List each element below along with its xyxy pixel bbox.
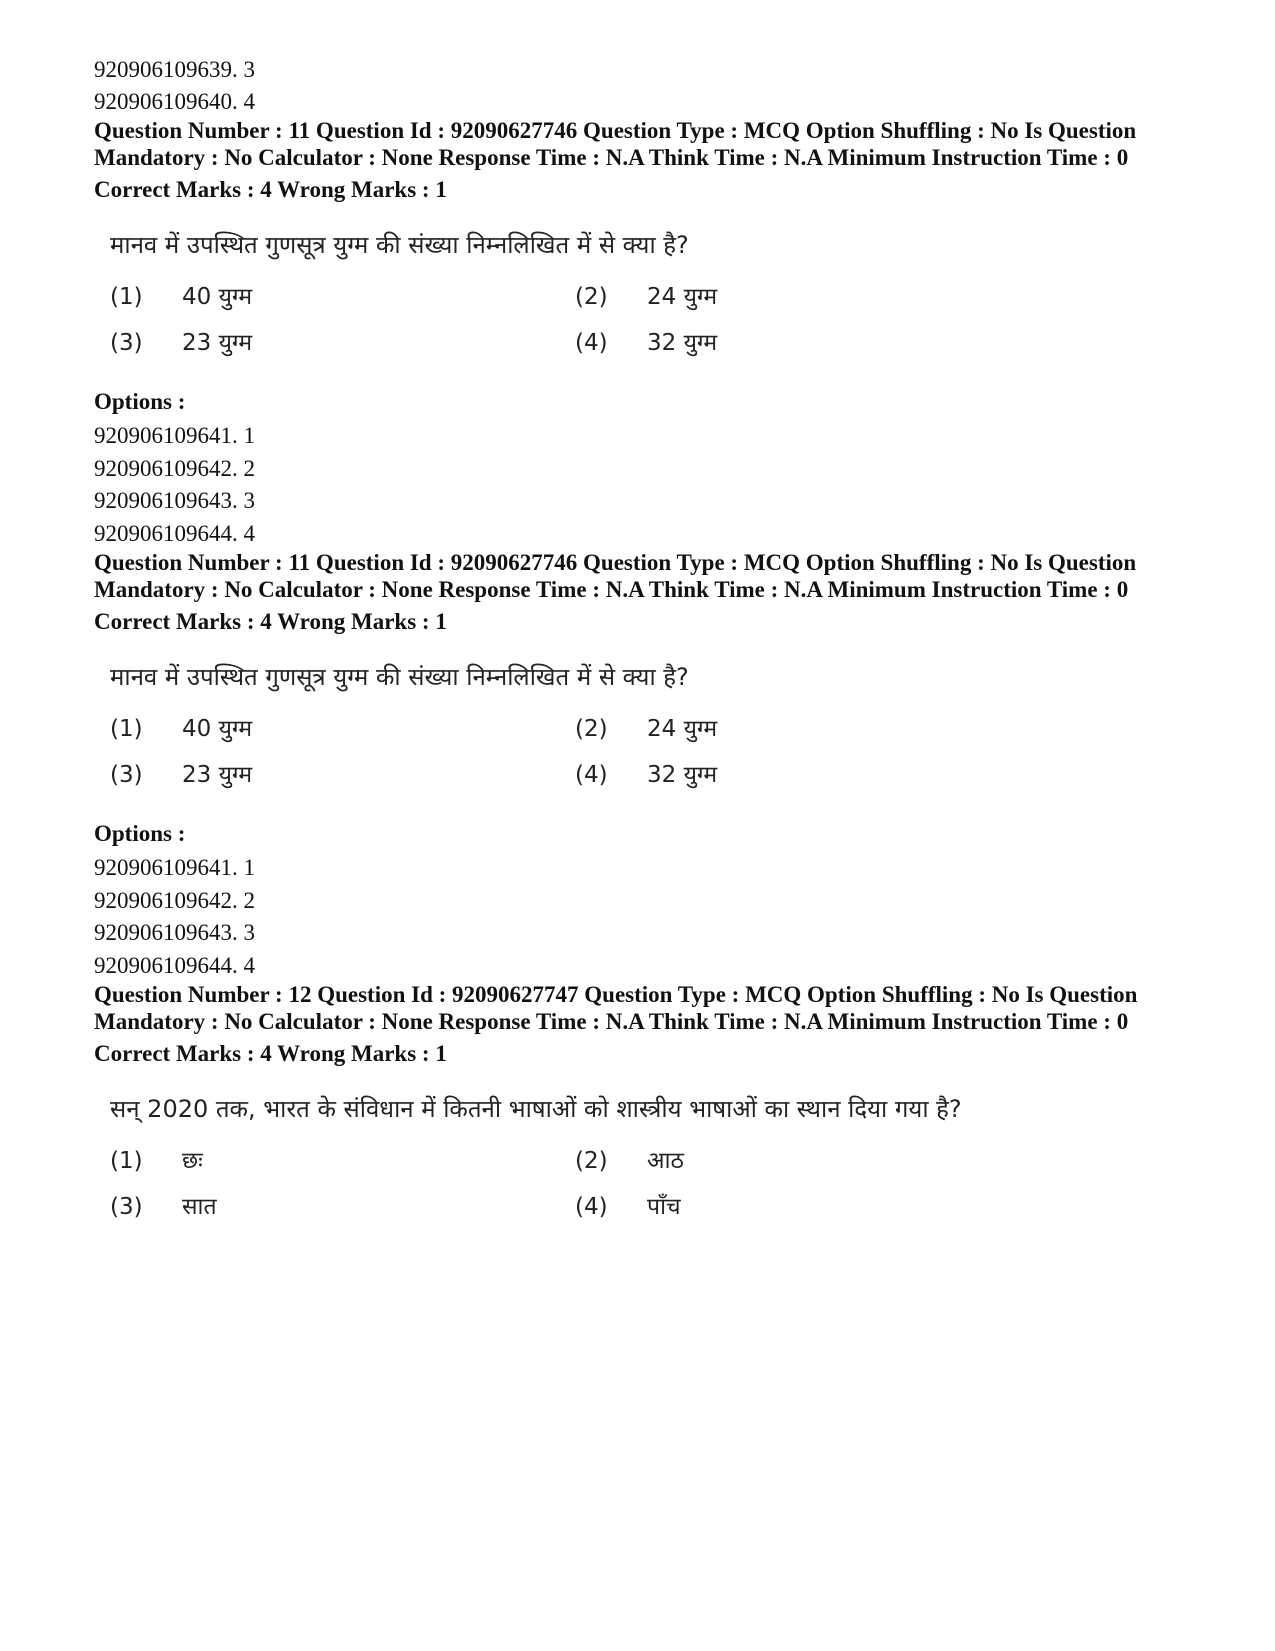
- choice-number: (4): [575, 762, 608, 788]
- choice-text: 32 युग्म: [647, 330, 718, 356]
- choice: [110, 714, 575, 744]
- option-line: 920906109643. 3: [94, 920, 255, 945]
- choice-text: पाँच: [647, 1194, 681, 1220]
- question-block: [94, 550, 1194, 982]
- options-heading: Options :: [94, 389, 186, 414]
- choice: [110, 328, 575, 358]
- choice-number: (2): [575, 284, 608, 310]
- option-line: 920906109641. 1: [94, 855, 255, 880]
- question-meta: Question Number : 12 Question Id : 92090627747 Question Type : MCQ Option Shuffling : No Is Question Mandatory : No Calculator : None Response Time : N.A Think Time : N.A Minimum Instruction Time : 0: [94, 982, 1138, 1034]
- choice-text: 23 युग्म: [182, 762, 253, 788]
- choice: [110, 282, 575, 312]
- choice-text: 40 युग्म: [182, 284, 253, 310]
- question-meta: Question Number : 11 Question Id : 92090627746 Question Type : MCQ Option Shuffling : No Is Question Mandatory : No Calculator : None Response Time : N.A Think Time : N.A Minimum Instruction Time : 0: [94, 118, 1137, 170]
- choice-text: 24 युग्म: [647, 284, 718, 310]
- question-marks: Correct Marks : 4 Wrong Marks : 1: [94, 1041, 447, 1066]
- option-line: 920906109642. 2: [94, 455, 255, 481]
- document-page: [94, 54, 1194, 1222]
- choice-number: (1): [110, 716, 143, 742]
- choice: [575, 714, 975, 744]
- choice-text: 32 युग्म: [647, 762, 718, 788]
- choice: [575, 1192, 975, 1222]
- option-line: 920906109644. 4: [94, 520, 255, 546]
- choice-grid: [110, 714, 1194, 790]
- choice: [575, 328, 975, 358]
- choice-number: (3): [110, 1194, 143, 1220]
- question-text: सन् 2020 तक, भारत के संविधान में कितनी भाषाओं को शास्त्रीय भाषाओं का स्थान दिया गया है?: [110, 1095, 962, 1123]
- choice-number: (3): [110, 762, 143, 788]
- choice: [575, 760, 975, 790]
- choice-text: आठ: [647, 1148, 684, 1174]
- choice-number: (4): [575, 330, 608, 356]
- option-line: 920906109640. 4: [94, 89, 255, 114]
- choice-text: छः: [182, 1148, 203, 1174]
- question-text: मानव में उपस्थित गुणसूत्र युग्म की संख्या निम्नलिखित में से क्या है?: [110, 663, 689, 691]
- question-marks: Correct Marks : 4 Wrong Marks : 1: [94, 609, 447, 634]
- choice: [575, 282, 975, 312]
- question-text: मानव में उपस्थित गुणसूत्र युग्म की संख्या निम्नलिखित में से क्या है?: [110, 231, 689, 259]
- choice: [110, 1192, 575, 1222]
- choice-grid: [110, 282, 1194, 358]
- choice-text: सात: [182, 1194, 217, 1220]
- choice-text: 40 युग्म: [182, 716, 253, 742]
- option-line: 920906109644. 4: [94, 952, 255, 978]
- choice: [110, 1146, 575, 1176]
- choice-number: (3): [110, 330, 143, 356]
- choice-number: (2): [575, 716, 608, 742]
- option-line: 920906109642. 2: [94, 887, 255, 913]
- choice: [110, 760, 575, 790]
- choice-grid: [110, 1146, 1194, 1222]
- question-block: [94, 118, 1194, 550]
- choice: [575, 1146, 975, 1176]
- choice-text: 24 युग्म: [647, 716, 718, 742]
- question-marks: Correct Marks : 4 Wrong Marks : 1: [94, 177, 447, 202]
- options-heading: Options :: [94, 821, 186, 846]
- choice-number: (1): [110, 1148, 143, 1174]
- choice-number: (1): [110, 284, 143, 310]
- question-meta: Question Number : 11 Question Id : 92090627746 Question Type : MCQ Option Shuffling : No Is Question Mandatory : No Calculator : None Response Time : N.A Think Time : N.A Minimum Instruction Time : 0: [94, 550, 1137, 602]
- option-line: 920906109641. 1: [94, 423, 255, 448]
- option-line: 920906109643. 3: [94, 488, 255, 513]
- choice-number: (2): [575, 1148, 608, 1174]
- choice-number: (4): [575, 1194, 608, 1220]
- option-line: 920906109639. 3: [94, 57, 255, 82]
- choice-text: 23 युग्म: [182, 330, 253, 356]
- question-block: [94, 982, 1194, 1222]
